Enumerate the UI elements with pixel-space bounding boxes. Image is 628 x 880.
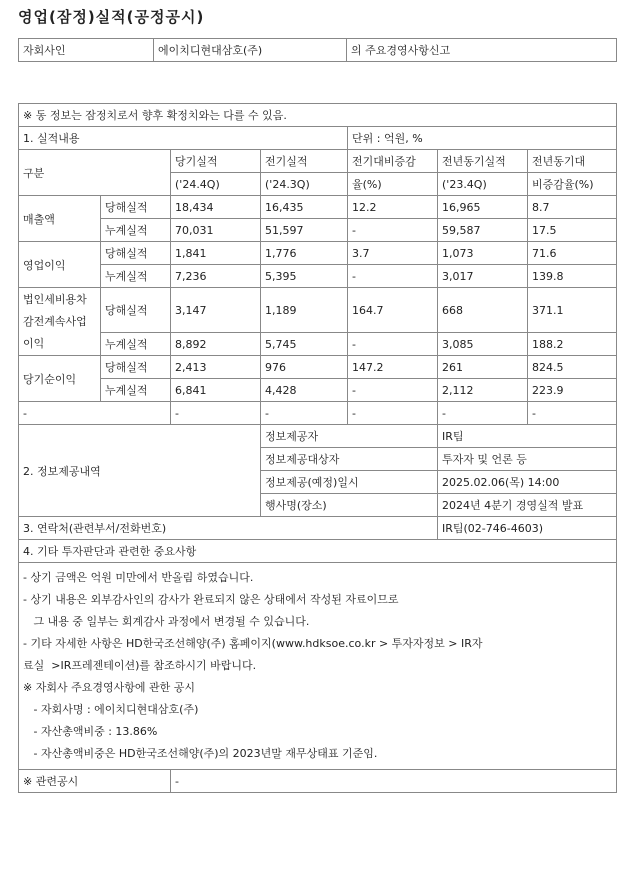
cell-yoy: 824.5 [528, 356, 617, 379]
cell-current: 6,841 [171, 379, 261, 402]
cell-qoq: 147.2 [348, 356, 438, 379]
col-qoq-1: 전기대비증감 [348, 150, 438, 173]
header-report: 의 주요경영사항신고 [347, 39, 617, 62]
note-line: - 상기 내용은 외부감사인의 감사가 완료되지 않은 상태에서 작성된 자료이므로 [23, 593, 399, 606]
section3-title: 3. 연락처(관련부서/전화번호) [19, 517, 438, 540]
cell-yoy-value: 3,085 [438, 333, 528, 356]
related-value: - [171, 770, 617, 793]
info-value: 2025.02.06(목) 14:00 [438, 471, 617, 494]
cell-prev: 1,189 [261, 288, 348, 333]
cell-current: 18,434 [171, 196, 261, 219]
table-row [19, 242, 617, 265]
row-group-pretax-income: 법인세비용차감전계속사업이익 [19, 288, 101, 356]
note-line: - 상기 금액은 억원 미만에서 반올림 하였습니다. [23, 571, 254, 584]
row-label: 당해실적 [101, 242, 171, 265]
cell-prev: 4,428 [261, 379, 348, 402]
cell-yoy: 8.7 [528, 196, 617, 219]
cell-yoy: 139.8 [528, 265, 617, 288]
table-row [19, 402, 617, 425]
info-value: 투자자 및 언론 등 [438, 448, 617, 471]
dash-cell: - [19, 402, 171, 425]
unit-label: 단위 : 억원, % [348, 127, 617, 150]
note-line: - 기타 자세한 사항은 HD한국조선해양(주) 홈페이지(www.hdksoe.co.kr > 투자자정보 > IR자 [23, 637, 483, 650]
cell-yoy: 71.6 [528, 242, 617, 265]
info-label: 정보제공자 [261, 425, 438, 448]
cell-qoq: - [348, 219, 438, 242]
cell-yoy-value: 59,587 [438, 219, 528, 242]
note-line: - 자산총액비중은 HD한국조선해양(주)의 2023년말 재무상태표 기준임. [23, 747, 378, 760]
row-label: 누계실적 [101, 379, 171, 402]
cell-current: 2,413 [171, 356, 261, 379]
dash-cell: - [528, 402, 617, 425]
info-label: 행사명(장소) [261, 494, 438, 517]
note-line: 그 내용 중 일부는 회계감사 과정에서 변경될 수 있습니다. [23, 615, 310, 628]
cell-prev: 5,745 [261, 333, 348, 356]
info-value: 2024년 4분기 경영실적 발표 [438, 494, 617, 517]
dash-cell: - [171, 402, 261, 425]
row-label: 당해실적 [101, 356, 171, 379]
col-yoy-q: 전년동기실적 [438, 150, 528, 173]
cell-yoy: 371.1 [528, 288, 617, 333]
info-value: IR팀 [438, 425, 617, 448]
col-current-q: 당기실적 [171, 150, 261, 173]
cell-prev: 976 [261, 356, 348, 379]
row-group-operating-profit: 영업이익 [19, 242, 101, 288]
cell-qoq: 3.7 [348, 242, 438, 265]
cell-yoy-value: 2,112 [438, 379, 528, 402]
dash-cell: - [438, 402, 528, 425]
section2-title: 2. 정보제공내역 [19, 425, 261, 517]
header-company: 에이치디현대삼호(주) [154, 39, 347, 62]
col-prev-q: 전기실적 [261, 150, 348, 173]
row-label: 누계실적 [101, 219, 171, 242]
disclaimer: ※ 동 정보는 잠정치로서 향후 확정치와는 다를 수 있음. [19, 104, 617, 127]
cell-yoy-value: 16,965 [438, 196, 528, 219]
cell-yoy: 17.5 [528, 219, 617, 242]
related-label: ※ 관련공시 [19, 770, 171, 793]
col-yoy-period: ('23.4Q) [438, 173, 528, 196]
table-row [19, 265, 617, 288]
cell-qoq: 12.2 [348, 196, 438, 219]
note-line: ※ 자회사 주요경영사항에 관한 공시 [23, 681, 195, 694]
table-row [19, 356, 617, 379]
col-category: 구분 [19, 150, 171, 196]
cell-yoy: 223.9 [528, 379, 617, 402]
cell-current: 8,892 [171, 333, 261, 356]
cell-qoq: - [348, 333, 438, 356]
row-group-net-income: 당기순이익 [19, 356, 101, 402]
cell-yoy-value: 3,017 [438, 265, 528, 288]
row-label: 누계실적 [101, 265, 171, 288]
page-title: 영업(잠정)실적(공정공시) [18, 8, 205, 26]
col-yoy-2: 비증감율(%) [528, 173, 617, 196]
dash-cell: - [348, 402, 438, 425]
notes-block [19, 563, 617, 770]
cell-current: 70,031 [171, 219, 261, 242]
cell-prev: 16,435 [261, 196, 348, 219]
cell-yoy-value: 668 [438, 288, 528, 333]
note-line: - 자회사명 : 에이치디현대삼호(주) [23, 703, 199, 716]
row-label: 당해실적 [101, 288, 171, 333]
row-label: 누계실적 [101, 333, 171, 356]
cell-current: 7,236 [171, 265, 261, 288]
cell-qoq: - [348, 265, 438, 288]
section4-title: 4. 기타 투자판단과 관련한 중요사항 [19, 540, 617, 563]
cell-current: 1,841 [171, 242, 261, 265]
col-yoy-1: 전년동기대 [528, 150, 617, 173]
cell-yoy: 188.2 [528, 333, 617, 356]
table-row [19, 196, 617, 219]
cell-prev: 51,597 [261, 219, 348, 242]
info-label: 정보제공대상자 [261, 448, 438, 471]
info-label: 정보제공(예정)일시 [261, 471, 438, 494]
row-label: 당해실적 [101, 196, 171, 219]
col-current-period: ('24.4Q) [171, 173, 261, 196]
table-row [19, 333, 617, 356]
cell-prev: 5,395 [261, 265, 348, 288]
dash-cell: - [261, 402, 348, 425]
header-label: 자회사인 [19, 39, 154, 62]
cell-prev: 1,776 [261, 242, 348, 265]
header-table [18, 38, 617, 62]
cell-qoq: 164.7 [348, 288, 438, 333]
section1-title: 1. 실적내용 [19, 127, 348, 150]
note-line: - 자산총액비중 : 13.86% [23, 725, 158, 738]
row-group-revenue: 매출액 [19, 196, 101, 242]
cell-yoy-value: 1,073 [438, 242, 528, 265]
disclosure-table [18, 103, 617, 793]
note-line: 료실 >IR프레젠테이션)를 참조하시기 바랍니다. [23, 659, 257, 672]
table-row [19, 288, 617, 333]
table-row [19, 219, 617, 242]
contact-value: IR팀(02-746-4603) [438, 517, 617, 540]
table-row [19, 379, 617, 402]
col-prev-period: ('24.3Q) [261, 173, 348, 196]
cell-current: 3,147 [171, 288, 261, 333]
cell-qoq: - [348, 379, 438, 402]
col-qoq-2: 율(%) [348, 173, 438, 196]
cell-yoy-value: 261 [438, 356, 528, 379]
